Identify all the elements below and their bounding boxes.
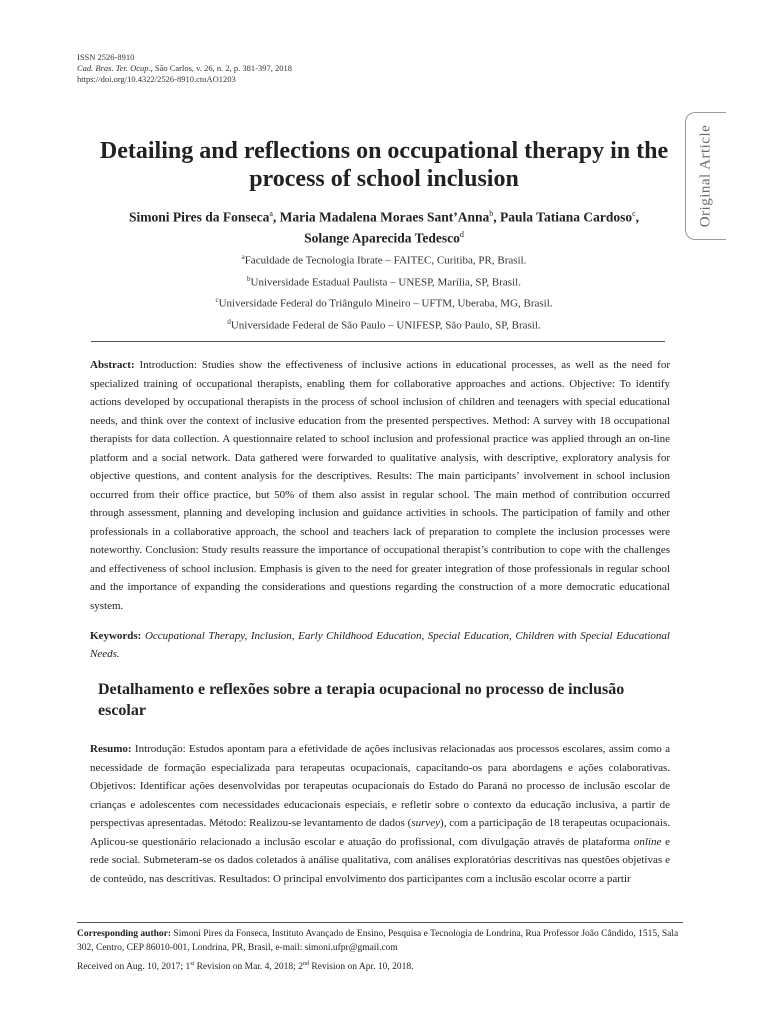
footer-divider bbox=[77, 922, 683, 923]
divider bbox=[91, 341, 665, 342]
citation-journal: Cad. Bras. Ter. Ocup. bbox=[77, 63, 151, 73]
corresponding-author bbox=[77, 927, 683, 955]
corresponding-text: Simoni Pires da Fonseca, Instituto Avançado de Ensino, Pesquisa e Tecnologia de Londrina, Rua Professor João Cândido, 1515, Sala 302, Centro, CEP 86010-001, Londrina, PR, Brasil, e-mail: simoni.ufpr@gmail.com bbox=[77, 929, 679, 953]
header-meta bbox=[77, 52, 292, 85]
received-dates: Received on Aug. 10, 2017; 1st Revision on Mar. 4, 2018; 2nd Revision on Apr. 10, 2018. bbox=[77, 961, 414, 973]
author-mark: c bbox=[632, 209, 636, 218]
doi-link[interactable]: https://doi.org/10.4322/2526-8910.ctoAO1203 bbox=[77, 74, 236, 84]
citation bbox=[77, 63, 292, 74]
author-name: Simoni Pires da Fonseca bbox=[128, 209, 270, 225]
author-name: Paula Tatiana Cardoso bbox=[500, 209, 633, 225]
affiliation: $^b$Universidade Estadual Paulista – UNESP, Marília, SP, Brasil. bbox=[247, 274, 521, 289]
author-name: Maria Madalena Moraes Sant’Anna bbox=[279, 209, 490, 225]
resumo: Resumo: Introdução: Estudos apontam para a efetividade de ações inclusivas relacionadas aos processos escolares, assim como a necessidade de formação especializada para terapeutas ocupacionais, capacitando-os para abordagens e ações colaborativas. Objetivos: Identificar ações desenvolvidas por terapeutas ocupacionais do Estado do Paraná no processo de inclusão escolar de crianças e adolescentes com necessidades educacionais especiais, e refletir sobre o contexto da educação inclusiva, a partir de perspectivas apresentadas. Método: Realizou-se levantamento de dados (survey), com a participação de 18 terapeutas ocupacionais. Aplicou-se questionário relacionado a inclusão escolar e atuação do profissional, com divulgação através de plataforma online e rede social. Submeteram-se os dados coletados à análise qualitativa, com análises exploratórias descritivas nas questões objetivas e de conteúdo, nas descritivas. Resultados: O principal envolvimento dos participantes com a inclusão escolar ocorre a partir bbox=[90, 743, 670, 885]
article-type-tab bbox=[685, 112, 726, 240]
portuguese-title: Detalhamento e reflexões sobre a terapia ocupacional no processo de inclusão escolar bbox=[98, 681, 625, 719]
article-title: Detailing and reflections on occupational therapy in the process of school inclusion bbox=[99, 138, 669, 192]
footer bbox=[77, 927, 683, 974]
affiliations bbox=[100, 250, 668, 336]
affiliation: $^a$Faculdade de Tecnologia Ibrate – FAITEC, Curitiba, PR, Brasil. bbox=[241, 253, 527, 267]
article-type-label: Original Article bbox=[697, 124, 714, 228]
abstract-text: Introduction: Studies show the effectiveness of inclusive actions in educational processes, as well as the need for specialized training of occupational therapists, enabling them for collaborative approaches and actions. Objective: To identify actions developed by occupational therapists in the process of school inclusion of children and teenagers with special educational needs, and think over the context of inclusive education from the presented perspectives. Method: A survey with 18 occupational therapists for data collection. A questionnaire related to school inclusion and professional practice was applied through an on-line platform and a social network. Data gathered were forwarded to qualitative analysis, with descriptive, exploratory analysis for objective questions, and content analysis for the descriptives. Results: The main participants’ involvement in school inclusion occurred from their office practice, but 50% of them also assist in regular school. The main method of contribution occurred through assessment, planning and developing inclusion and guidance activities in schools. The participation of family and other professionals in a collaborative approach, the school and teachers lack of preparation to complete the inclusion processes were noteworthy. Conclusion: Study results reassure the importance of occupational therapist’s contribution to cope with the challenges and effectiveness of school inclusion. Emphasis is given to the need for greater integration of those professionals in regular school and the importance of expanding the considerations and questions regarding the construction of a more democratic educational system. bbox=[90, 359, 671, 612]
affiliation: $^d$Universidade Federal de São Paulo – UNIFESP, São Paulo, SP, Brasil. bbox=[227, 317, 541, 332]
abstract bbox=[90, 356, 670, 615]
author-mark: a bbox=[269, 209, 273, 218]
issn: ISSN 2526-8910 bbox=[77, 52, 135, 62]
author-mark: b bbox=[489, 209, 494, 218]
keywords-text: Occupational Therapy, Inclusion, Early Childhood Education, Special Education, Children with Special Educational Needs. bbox=[90, 630, 670, 660]
resumo-label: Resumo: bbox=[90, 743, 132, 755]
keywords bbox=[90, 627, 670, 663]
citation-details: , São Carlos, v. 26, n. 2, p. 381-397, 2018 bbox=[150, 63, 292, 73]
abstract-label: Abstract: bbox=[90, 359, 135, 371]
affiliation: $^c$Universidade Federal do Triângulo Mineiro – UFTM, Uberaba, MG, Brasil. bbox=[215, 296, 553, 310]
corresponding-label: Corresponding author: bbox=[77, 929, 172, 939]
keywords-label: Keywords: bbox=[90, 630, 142, 642]
author-list: Simoni Pires da Fonseca$^a$, Maria Madalena Moraes Sant’Anna$^b$, Paula Tatiana Cardoso$^c$, Solange Aparecida Tedesco$^d$ bbox=[128, 209, 640, 245]
author-mark: d bbox=[459, 229, 464, 239]
author-name: Solange Aparecida Tedesco bbox=[304, 230, 460, 245]
